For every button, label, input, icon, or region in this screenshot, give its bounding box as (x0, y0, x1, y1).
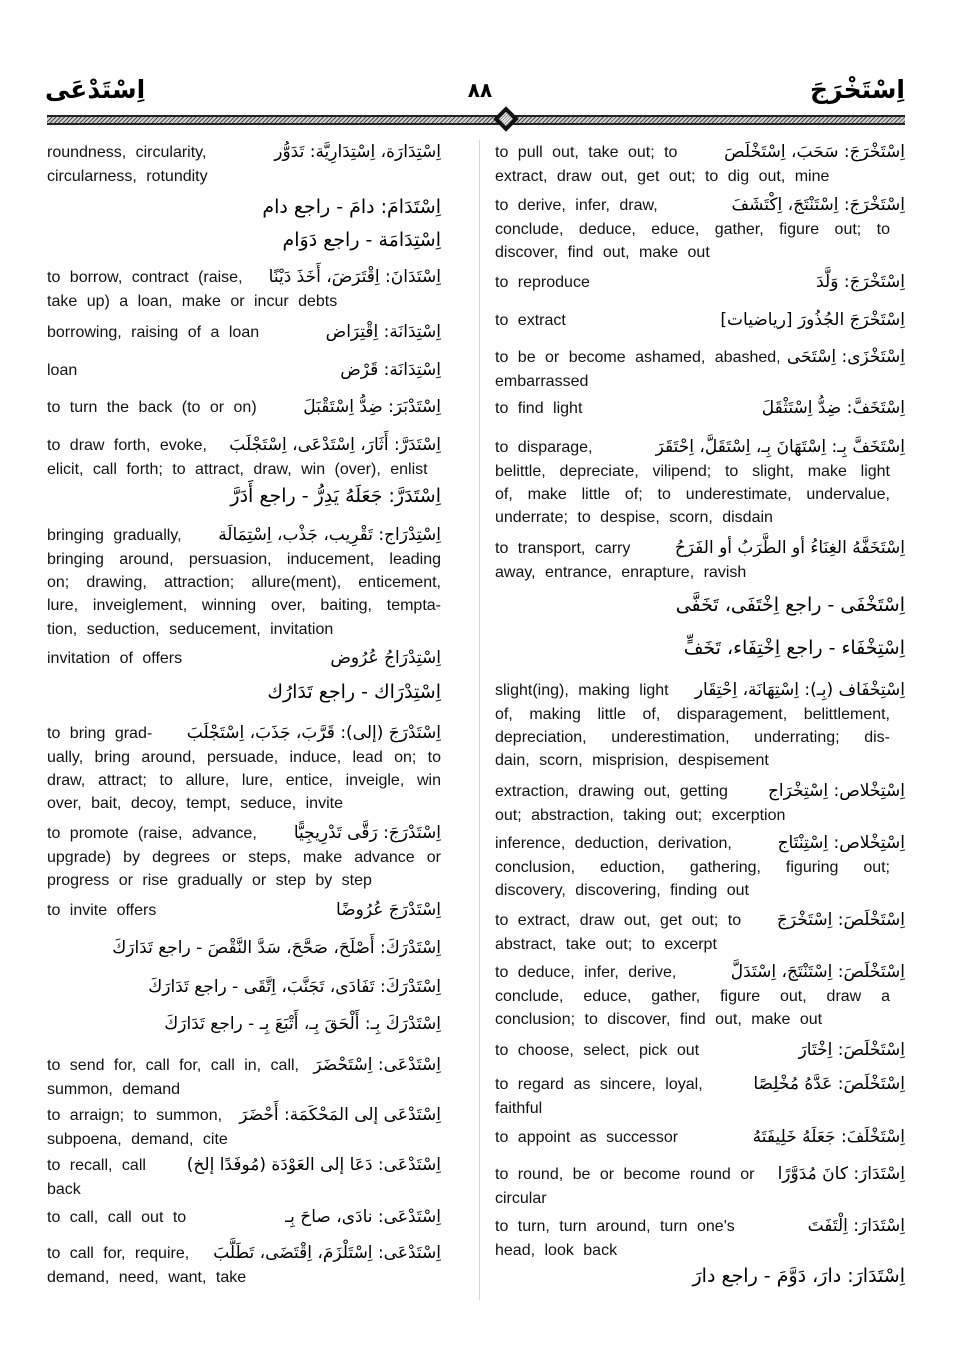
entry-first-line (495, 779, 905, 804)
arabic-cross-reference: اِسْتَدْرَكَ: أَصْلَحَ، صَحَّحَ، سَدَّ النَّقْصَ - راجع تَدَارَكَ (112, 938, 441, 958)
dictionary-entry (495, 396, 905, 421)
dictionary-entry (495, 536, 905, 584)
english-gloss-line: depreciation, underestimation, underrating; dis- (495, 728, 890, 746)
dictionary-entry (47, 1008, 441, 1040)
english-gloss-line: conclude, educe, gather, figure out, draw a (495, 987, 890, 1005)
arabic-headword: اِسْتَخَفَّهُ الغِنَاءُ أو الطَّرَبُ أو الفَرَحُ (671, 536, 905, 561)
dictionary-entry (495, 1162, 905, 1210)
column-divider (479, 140, 480, 1300)
dictionary-entry (47, 971, 441, 1003)
entry-first-line (495, 1214, 905, 1239)
english-gloss-line: to bring grad- (47, 724, 153, 742)
entry-first-line (495, 908, 905, 933)
dictionary-entry (495, 589, 905, 621)
english-gloss-line: bringing around, persuasion, inducement, leading (47, 550, 441, 568)
english-gloss-line: to reproduce (495, 273, 590, 291)
arabic-headword: اِسْتَخْرَجَ: وَلَّدَ (812, 270, 905, 295)
english-gloss-line: conclude, deduce, educe, gather, figure out; to (495, 220, 890, 238)
english-gloss-line: to be or become ashamed, abashed, (495, 348, 781, 366)
entry-first-line (495, 960, 905, 985)
entry-first-line (47, 140, 441, 165)
dictionary-entry (47, 676, 441, 708)
dictionary-entry (47, 1241, 441, 1289)
guide-word-right: اِسْتَخْرَجَ (810, 75, 905, 104)
english-gloss-line: underrate; to despise, scorn, disdain (495, 509, 773, 527)
dictionary-entry (495, 1214, 905, 1262)
entry-first-line (495, 345, 905, 370)
arabic-headword: اِسْتَدْرَجَ عُرُوضًا (332, 898, 441, 923)
arabic-headword: اِسْتِدَانَة: اِقْتِرَاض (322, 320, 441, 345)
arabic-headword: اِسْتَخْرَجَ: اِسْتَنْتَجَ، اِكْتَشَفَ (728, 193, 906, 218)
english-gloss-line: take up) a loan, make or incur debts (47, 292, 338, 310)
english-gloss-line: invitation of offers (47, 649, 183, 667)
english-gloss-line: faithful (495, 1099, 543, 1117)
english-gloss-line: subpoena, demand, cite (47, 1130, 228, 1148)
entry-first-line (47, 646, 441, 671)
arabic-headword: اِسْتَدْعَى إلى المَحْكَمَة: أَحْضَرَ (235, 1103, 441, 1128)
english-gloss-line: conclusion; to discover, find out, make out (495, 1010, 823, 1028)
english-gloss-line: back (47, 1180, 81, 1198)
arabic-headword: اِسْتَدْرَجَ (إلى): قَرَّبَ، جَذَبَ، اِسْتَجْلَبَ (183, 721, 441, 746)
english-gloss-line: to find light (495, 399, 583, 417)
english-gloss-line: belittle, depreciate, vilipend; to slight, make light (495, 462, 890, 480)
dictionary-entry (495, 435, 905, 530)
arabic-headword: اِسْتَخْلَفَ: جَعَلَهُ خَلِيفَتَهُ (749, 1125, 905, 1150)
header-rule (47, 115, 905, 125)
english-gloss-line: circularness, rotundity (47, 167, 208, 185)
dictionary-entry (495, 1072, 905, 1120)
entry-first-line (47, 1153, 441, 1178)
dictionary-entry (495, 270, 905, 295)
english-gloss-line: slight(ing), making light (495, 681, 669, 699)
english-gloss-line: tion, seduction, seducement, invitation (47, 620, 334, 638)
english-gloss-line: to regard as sincere, loyal, (495, 1075, 703, 1093)
english-gloss-line: progress or rise gradually or step by step (47, 871, 372, 889)
arabic-cross-reference: اِسْتَدْرَكَ: تَفَادَى، تَجَنَّبَ، اِتَّقَى - راجع تَدَارَكَ (148, 977, 441, 997)
dictionary-entry (495, 632, 905, 664)
dictionary-entry (495, 1038, 905, 1063)
entry-first-line (495, 270, 905, 295)
entry-first-line (495, 831, 905, 856)
dictionary-entry (47, 1205, 441, 1230)
english-gloss-line: upgrade) by degrees or steps, make advance or (47, 848, 441, 866)
entry-first-line (47, 523, 441, 548)
entry-first-line (47, 433, 441, 458)
entry-first-line (495, 1125, 905, 1150)
arabic-headword: اِسْتَدْعَى: دَعَا إلى العَوْدَة (مُوفَدًا إلخ) (183, 1153, 441, 1178)
dictionary-entry (47, 1103, 441, 1151)
english-gloss-line: to borrow, contract (raise, (47, 268, 243, 286)
dictionary-entry (495, 140, 905, 188)
arabic-headword: اِسْتِدَانَة: قَرْض (336, 358, 441, 383)
entry-first-line (495, 435, 905, 460)
entry-first-line (47, 1241, 441, 1266)
arabic-cross-reference: اِسْتِدْرَاك - راجع تَدَارُك (267, 681, 441, 703)
entry-first-line (47, 1205, 441, 1230)
english-gloss-line: conclusion, eduction, gathering, figuring out; (495, 858, 890, 876)
dictionary-entry (47, 480, 441, 512)
english-gloss-line: to disparage, (495, 438, 593, 456)
dictionary-entry (47, 821, 441, 893)
english-gloss-line: to round, be or become round or (495, 1165, 755, 1183)
dictionary-entry (47, 646, 441, 671)
entry-first-line (47, 358, 441, 383)
english-gloss-line: of, make little of; to underestimate, undervalue, (495, 485, 890, 503)
english-gloss-line: on; drawing, attraction; allure(ment), enticement, (47, 573, 441, 591)
dictionary-entry (47, 433, 441, 481)
arabic-headword: اِسْتِخْلاص: اِسْتِنْتَاج (774, 831, 905, 856)
english-gloss-line: away, entrance, enrapture, ravish (495, 563, 747, 581)
english-gloss-line: to recall, call (47, 1156, 146, 1174)
english-gloss-line: head, look back (495, 1241, 618, 1259)
dictionary-entry (495, 960, 905, 1032)
english-gloss-line: to call for, require, (47, 1244, 190, 1262)
arabic-headword: اِسْتَخْلَصَ: عَدَّهُ مُخْلِصًا (749, 1072, 905, 1097)
dictionary-entry (47, 523, 441, 642)
arabic-headword: اِسْتَدْعَى: نادَى، صاحَ بِـ (281, 1205, 441, 1230)
arabic-headword: اِسْتَخْلَصَ: اِسْتَنْتَجَ، اِسْتَدَلَّ (727, 960, 905, 985)
entry-first-line (47, 1053, 441, 1078)
entry-first-line (495, 536, 905, 561)
english-gloss-line: to call, call out to (47, 1208, 187, 1226)
english-gloss-line: discovery, discovering, finding out (495, 881, 749, 899)
english-gloss-line: to extract, draw out, get out; to (495, 911, 742, 929)
dictionary-entry (495, 345, 905, 393)
arabic-headword: اِسْتَخْرَجَ الجُذُورَ [رياضيات] (716, 308, 905, 333)
english-gloss-line: to choose, select, pick out (495, 1041, 700, 1059)
diamond-ornament-icon (493, 106, 518, 131)
arabic-headword: اِسْتَدَارَ: كانَ مُدَوَّرًا (774, 1162, 905, 1187)
english-gloss-line: bringing gradually, (47, 526, 182, 544)
english-gloss-line: to turn, turn around, turn one's (495, 1217, 735, 1235)
dictionary-entry (47, 358, 441, 383)
english-gloss-line: to deduce, infer, derive, (495, 963, 677, 981)
entry-first-line (495, 678, 905, 703)
entry-first-line (47, 898, 441, 923)
english-gloss-line: to transport, carry (495, 539, 631, 557)
dictionary-entry (47, 932, 441, 964)
dictionary-entry (495, 193, 905, 265)
entry-first-line (495, 140, 905, 165)
dictionary-entry (495, 1260, 905, 1292)
dictionary-entry (495, 831, 905, 903)
dictionary-entry (47, 1153, 441, 1201)
arabic-cross-reference: اِسْتَدَامَ: دامَ - راجع دام (262, 196, 441, 218)
english-gloss-line: ually, bring around, persuade, induce, lead on; to (47, 748, 441, 766)
english-gloss-line: to promote (raise, advance, (47, 824, 257, 842)
entry-first-line (47, 320, 441, 345)
dictionary-entry (47, 224, 441, 256)
english-gloss-line: out; abstraction, taking out; excerption (495, 806, 786, 824)
english-gloss-line: summon, demand (47, 1080, 181, 1098)
arabic-cross-reference: اِسْتِخْفَاء - راجع اِخْتِفَاء، تَخَفٍّ (683, 637, 905, 659)
english-gloss-line: loan (47, 361, 78, 379)
arabic-headword: اِسْتَدَانَ: اِقْتَرَضَ، أَخَذَ دَيْنًا (265, 265, 441, 290)
english-gloss-line: extract, draw out, get out; to dig out, mine (495, 167, 830, 185)
dictionary-entry (495, 678, 905, 773)
entry-first-line (47, 395, 441, 420)
english-gloss-line: abstract, take out; to excerpt (495, 935, 717, 953)
english-gloss-line: demand, need, want, take (47, 1268, 247, 1286)
dictionary-entry (47, 1053, 441, 1101)
arabic-cross-reference: اِسْتَدَارَ: دارَ، دَوَّمَ - راجع دارَ (692, 1265, 905, 1287)
english-gloss-line: roundness, circularity, (47, 143, 207, 161)
arabic-headword: اِسْتِدْرَاج: تَقْرِيب، جَذْب، اِسْتِمَالَة (214, 523, 441, 548)
dictionary-entry (47, 395, 441, 420)
dictionary-entry (47, 265, 441, 313)
arabic-headword: اِسْتَدْعَى: اِسْتَحْضَرَ (309, 1053, 441, 1078)
dictionary-entry (47, 140, 441, 188)
entry-first-line (47, 821, 441, 846)
entry-first-line (495, 193, 905, 218)
arabic-cross-reference: اِسْتَدْرَكَ بِـ: أَلْحَقَ بِـ، أَتْبَعَ بِـ - راجع تَدَارَكَ (164, 1014, 441, 1034)
entry-first-line (47, 265, 441, 290)
english-gloss-line: elicit, call forth; to attract, draw, win (over), enlist (47, 460, 428, 478)
page-number: ٨٨ (467, 78, 493, 102)
english-gloss-line: borrowing, raising of a loan (47, 323, 260, 341)
dictionary-entry (47, 898, 441, 923)
english-gloss-line: to invite offers (47, 901, 157, 919)
arabic-headword: اِسْتَدَرَّ: أَثَارَ، اِسْتَدْعَى، اِسْتَجْلَبَ (225, 433, 441, 458)
english-gloss-line: to pull out, take out; to (495, 143, 678, 161)
arabic-headword: اِسْتِخْفَاف (بِـ): اِسْتِهَانَة، اِحْتِقَار (691, 678, 905, 703)
dictionary-entry (495, 308, 905, 333)
dictionary-entry (47, 191, 441, 223)
english-gloss-line: to extract (495, 311, 566, 329)
entry-first-line (47, 1103, 441, 1128)
arabic-cross-reference: اِسْتَدَرَّ: جَعَلَهُ يَدِرُّ - راجع أَدَرَّ (230, 485, 441, 507)
arabic-headword: اِسْتَدَارَ: اِلْتَفَتَ (804, 1214, 905, 1239)
dictionary-entry (495, 908, 905, 956)
entry-first-line (495, 1162, 905, 1187)
english-gloss-line: to derive, infer, draw, (495, 196, 658, 214)
arabic-headword: اِسْتَخَفَّ بِـ: اِسْتَهَانَ بِـ، اِسْتَقَلَّ، اِحْتَقَرَ (652, 435, 905, 460)
entry-first-line (495, 1038, 905, 1063)
dictionary-entry (495, 779, 905, 827)
arabic-headword: اِسْتَدْرَجَ: رَقَّى تَدْرِيجِيًّا (290, 821, 441, 846)
arabic-headword: اِسْتِدَارَة، اِسْتِدَارِيَّة: تَدَوُّر (270, 140, 441, 165)
english-gloss-line: discover, find out, make out (495, 243, 710, 261)
dictionary-entry (47, 721, 441, 816)
arabic-cross-reference: اِسْتَخْفَى - راجع اِخْتَفَى، تَخَفَّى (675, 594, 905, 616)
arabic-headword: اِسْتَخْرَجَ: سَحَبَ، اِسْتَخْلَصَ (720, 140, 905, 165)
english-gloss-line: draw, attract; to allure, lure, entice, inveigle, win (47, 771, 441, 789)
english-gloss-line: inference, deduction, derivation, (495, 834, 732, 852)
english-gloss-line: to appoint as successor (495, 1128, 679, 1146)
english-gloss-line: to send for, call for, call in, call, (47, 1056, 299, 1074)
arabic-headword: اِسْتَخْلَصَ: اِخْتَارَ (795, 1038, 905, 1063)
english-gloss-line: extraction, drawing out, getting (495, 782, 728, 800)
english-gloss-line: to draw forth, evoke, (47, 436, 207, 454)
arabic-headword: اِسْتِدْرَاجُ عُرُوض (326, 646, 441, 671)
guide-word-left: اِسْتَدْعَى (45, 75, 146, 104)
arabic-headword: اِسْتَخْزَى: اِسْتَحَى (783, 345, 905, 370)
english-gloss-line: embarrassed (495, 372, 589, 390)
dictionary-entry (495, 1125, 905, 1150)
arabic-headword: اِسْتَخْلَصَ: اِسْتَخْرَجَ (773, 908, 905, 933)
entry-first-line (47, 721, 441, 746)
dictionary-entry (47, 320, 441, 345)
entry-first-line (495, 1072, 905, 1097)
english-gloss-line: over, bait, decoy, tempt, seduce, invite (47, 795, 343, 813)
arabic-headword: اِسْتَدْعَى: اِسْتَلْزَمَ، اِقْتَضَى، تَطَلَّبَ (209, 1241, 441, 1266)
english-gloss-line: to arraign; to summon, (47, 1106, 223, 1124)
arabic-cross-reference: اِسْتِدَامَة - راجع دَوَام (282, 229, 441, 251)
entry-first-line (495, 308, 905, 333)
arabic-headword: اِسْتَدْبَرَ: ضِدُّ اِسْتَقْبَلَ (299, 395, 441, 420)
entry-first-line (495, 396, 905, 421)
english-gloss-line: lure, inveiglement, winning over, baiting, tempta- (47, 597, 441, 615)
arabic-headword: اِسْتَخَفَّ: ضِدُّ اِسْتَثْقَلَ (758, 396, 905, 421)
english-gloss-line: of, making little of, disparagement, belittlement, (495, 705, 890, 723)
english-gloss-line: to turn the back (to or on) (47, 398, 257, 416)
arabic-headword: اِسْتِخْلاص: اِسْتِخْرَاج (764, 779, 905, 804)
english-gloss-line: dain, scorn, misprision, despisement (495, 752, 769, 770)
english-gloss-line: circular (495, 1189, 547, 1207)
